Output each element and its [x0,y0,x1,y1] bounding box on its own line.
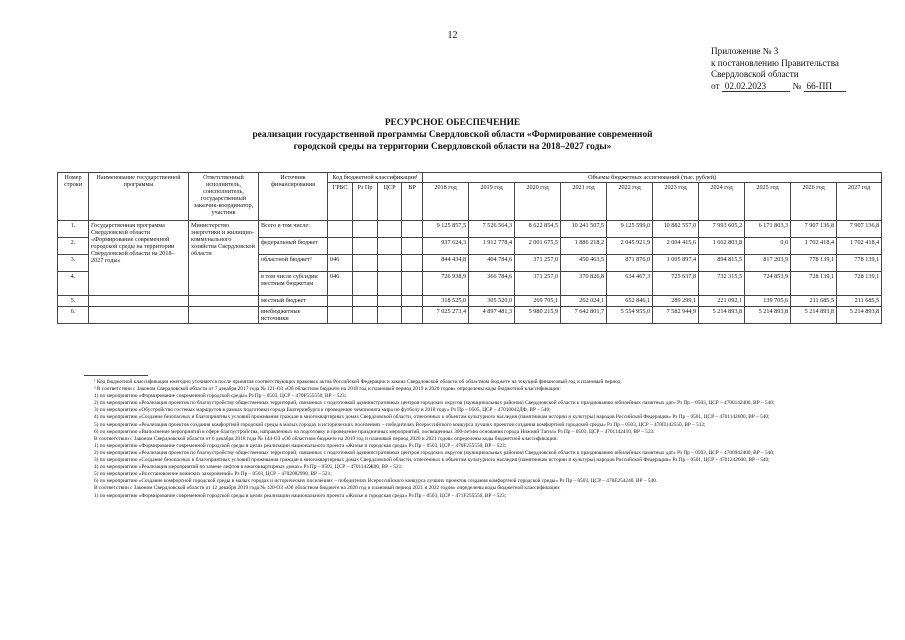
value-cell: 289 299,1 [653,296,699,307]
footnote: ² В соответствии с Законом Свердловской области от 7 декабря 2017 года № 121-ОЗ «Об областном бюджете на 2018 год и плановый период 2019 и 2020 годов» определены коды бюджетной классификации: [94,386,561,393]
value-cell: 6 171 803,3 [745,221,791,238]
value-cell: 1 005 897,4 [653,255,699,272]
header-year: 2023 год [653,183,699,221]
number-prefix: № [792,80,802,91]
row-number: 1. [58,221,89,238]
grbs-cell: 046 [328,255,353,272]
header-year: 2025 год [745,183,791,221]
value-cell: 404 784,6 [469,255,515,272]
appendix-line2: к постановлению Правительства [711,57,839,68]
empty-cell [189,307,259,324]
value-cell: 5 980 215,9 [515,307,561,324]
value-cell: 450 463,5 [561,255,607,272]
grbs-cell [328,307,353,324]
empty-cell [89,296,189,307]
value-cell: 7 582 944,9 [653,307,699,324]
value-cell: 10 882 557,0 [653,221,699,238]
header-source: Источник финансирования [259,173,328,221]
footnote: 5) по мероприятию «Восстановление воинских захоронений» Рз Пр – 0503, ЦСР – 4702082990, ВР – 521; [94,471,332,478]
value-cell: 652 846,1 [607,296,653,307]
footnote: В соответствии с Законом Свердловской области от 6 декабря 2018 года № 144-ОЗ «Об областном бюджете на 2019 год и плановый период 2020 и 2021 годов» определены коды бюджетной классификации: [94,435,558,442]
header-executor: Ответственный исполнитель, соисполнитель, государственный заказчик-координатор, участник [189,173,259,221]
value-cell: 221 092,1 [699,296,745,307]
grbs-cell [328,296,353,307]
rzpr-cell [353,238,378,255]
rzpr-cell [353,255,378,272]
footnotes [84,379,880,500]
resource-table [57,172,882,324]
page-number: 12 [447,30,458,41]
table-row [58,307,882,324]
footnote: 5) по мероприятию «Реализация проектов создания комфортной городской среды в малых городах и исторических поселениях – победителях Всероссийского конкурса лучших проектов создания комфортной городской среды» Рз Пр – 0503, ЦСР – 470П142550, ВР – 512; [94,421,706,428]
csr-cell [378,272,402,296]
header-year: 2022 год [607,183,653,221]
value-cell: 9 125 857,5 [423,221,469,238]
header-row-1 [58,173,882,183]
row-number: 3. [58,255,89,272]
value-cell: 8 622 854,5 [515,221,561,238]
value-cell: 1 912 778,4 [469,238,515,255]
header-year: 2019 год [469,183,515,221]
value-cell: 371 257,0 [515,272,561,296]
header-year: 2024 год [699,183,745,221]
footnote-separator [84,375,148,376]
title-line2: реализации государственной программы Свердловской области «Формирование современной [252,130,653,140]
appendix-line3: Свердловской области [711,69,799,79]
value-cell: 7 907 136,8 [791,221,837,238]
header-code-grbs: ГРБС [328,183,353,221]
program-name-cell: Государственная программа Свердловской области «Формирование современной городской среды на территории Свердловской области на 2018–2027 годы» [89,221,189,296]
rzpr-cell [353,307,378,324]
appendix-date: 02.02.2023 [722,81,790,92]
vr-cell [402,221,423,238]
value-cell: 4 897 481,3 [469,307,515,324]
value-cell: 5 554 955,0 [607,307,653,324]
value-cell: 2 045 921,9 [607,238,653,255]
csr-cell [378,221,402,238]
table-row [58,296,882,307]
footnote: 6) по мероприятию «Создание комфортной городской среды в малых городах и исторических поселениях – победителях Всероссийского конкурса лучших проектов создания комфортной городской среды» Рз Пр – 0503, ЦСР – 470Е254240, ВР – 540. [94,478,658,485]
value-cell: 1 662 803,8 [699,238,745,255]
row-number: 5. [58,296,89,307]
value-cell: 269 705,1 [515,296,561,307]
footnote: 1) по мероприятию «Формирование современной городской среды» Рз Пр – 0503, ЦСР – 470F555550, ВР – 523; [94,393,347,400]
header-volume-group: Объемы бюджетных ассигнований (тыс. рублей) [423,173,882,183]
value-cell: 9 125 599,0 [607,221,653,238]
header-program: Наименование государственной программы [89,173,189,221]
appendix-dateline [711,81,846,93]
value-cell: 1 886 218,2 [561,238,607,255]
source-cell: в том числе субсидии местным бюджетам [259,272,328,296]
value-cell: 937 624,3 [423,238,469,255]
source-cell: внебюджетные источники [259,307,328,324]
value-cell: 871 876,0 [607,255,653,272]
header-code-csr: ЦСР [378,183,402,221]
title-line3: городской среды на территории Свердловской области на 2018–2027 годы» [293,142,612,152]
title-line1: РЕСУРСНОЕ ОБЕСПЕЧЕНИЕ [384,118,521,128]
value-cell: 0,0 [745,238,791,255]
value-cell: 7 642 801,7 [561,307,607,324]
value-cell: 817 203,9 [745,255,791,272]
header-year: 2020 год [515,183,561,221]
value-cell: 728 139,1 [837,272,882,296]
rzpr-cell [353,272,378,296]
vr-cell [402,255,423,272]
header-code-group: Код бюджетной классификации¹ [328,173,423,183]
grbs-cell: 046 [328,272,353,296]
source-cell: местный бюджет [259,296,328,307]
document-title [0,117,905,153]
value-cell: 778 139,1 [837,255,882,272]
value-cell: 728 139,1 [791,272,837,296]
value-cell: 778 139,1 [791,255,837,272]
source-cell: Всего в том числе: [259,221,328,238]
footnote: 1) по мероприятию «Формирование современной городской среды в целях реализации национального проекта «Жилье и городская среда» Рз Пр – 0503, ЦСР – 470F255550, ВР – 523; [94,442,507,449]
empty-cell [189,296,259,307]
value-cell: 7 993 605,2 [699,221,745,238]
header-code-rzpr: Рз Пр [353,183,378,221]
vr-cell [402,296,423,307]
row-number: 6. [58,307,89,324]
value-cell: 7 907 136,8 [837,221,882,238]
row-number: 2. [58,238,89,255]
header-row-no: Номер строки [58,173,89,221]
value-cell: 305 520,0 [469,296,515,307]
footnote: ¹ Код бюджетной классификации ежегодно уточняется после принятия соответствующих правовых актов Российской Федерации и закона Свердловской области об областном бюджете на текущий финансовый год и плановый период. [94,379,622,385]
header-year: 2027 год [837,183,882,221]
footnote: 2) по мероприятию «Реализация проектов по благоустройству общественных территорий, связанных с подготовкой административных центров городских округов (муниципальных районов) Свердловской области к празднованию юбилейных памятных дат» Рз Пр – 0503, ЦСР – 4700942400, ВР – 540; [94,449,775,456]
vr-cell [402,272,423,296]
value-cell: 211 685,5 [837,296,882,307]
value-cell: 366 784,6 [469,272,515,296]
source-cell: федеральный бюджет [259,238,328,255]
header-code-vr: ВР [402,183,423,221]
header-year: 2018 год [423,183,469,221]
footnote: 2) по мероприятию «Реализация проектов по благоустройству общественных территорий, связанных с подготовкой административных центров городских округов (муниципальных районов) Свердловской области к празднованию юбилейных памятных дат» Рз Пр – 0503, ЦСР – 4700142400, ВР – 540; [94,400,775,407]
value-cell: 5 214 893,8 [837,307,882,324]
rzpr-cell [353,221,378,238]
value-cell: 1 702 418,4 [791,238,837,255]
value-cell: 211 685,5 [791,296,837,307]
csr-cell [378,255,402,272]
empty-cell [89,307,189,324]
vr-cell [402,307,423,324]
value-cell: 5 214 893,8 [745,307,791,324]
row-number: 4. [58,272,89,296]
footnote: В соответствии с Законом Свердловской области от 12 декабря 2019 года № 120-ОЗ «Об областном бюджете на 2020 год и плановый период 2021 и 2022 годов» определены коды бюджетной классификации: [94,485,561,492]
vr-cell [402,238,423,255]
value-cell: 894 815,5 [699,255,745,272]
footnote: 4) по мероприятию «Создание безопасных и благоприятных условий проживания граждан в многоквартирных домах Свердловской области, отнесенных к объектам культурного наследия (памятникам истории и культуры) народов Российской Федерации» Рз Пр – 0501, ЦСР – 4701142600, ВР – 540; [94,414,770,421]
appendix-block [711,46,846,92]
grbs-cell [328,238,353,255]
value-cell: 139 705,6 [745,296,791,307]
value-cell: 726 938,9 [423,272,469,296]
appendix-line1: Приложение № 3 [711,46,779,56]
date-prefix: от [711,80,720,91]
value-cell: 370 826,8 [561,272,607,296]
header-year: 2021 год [561,183,607,221]
value-cell: 5 214 893,8 [791,307,837,324]
value-cell: 725 637,8 [653,272,699,296]
value-cell: 2 001 675,5 [515,238,561,255]
value-cell: 262 024,1 [561,296,607,307]
value-cell: 5 214 893,8 [699,307,745,324]
footnote: 6) по мероприятию «Выполнение мероприятий в сфере благоустройства, направленных на подготовку и проведение праздничных мероприятий, посвященных 300-летию основания города Нижний Тагил» Рз Пр – 0503, ЦСР – 4701142410, ВР – 523. [94,428,655,435]
value-cell: 844 434,8 [423,255,469,272]
header-year: 2026 год [791,183,837,221]
value-cell: 318 525,0 [423,296,469,307]
rzpr-cell [353,296,378,307]
footnote: 3) по мероприятию «Создание безопасных и благоприятных условий проживания граждан в многоквартирных домах Свердловской области, отнесенных к объектам культурного наследия (памятникам истории и культуры) народов Российской Федерации» Рз Пр – 0501, ЦСР – 4701242600, ВР – 540; [94,457,770,464]
value-cell: 371 257,0 [515,255,561,272]
value-cell: 732 315,5 [699,272,745,296]
csr-cell [378,238,402,255]
footnote: 1) по мероприятию «Формирование современной городской среды в целях реализации национального проекта «Жилье и городская среда» Рз Пр – 0503, ЦСР – 471F255550, ВР – 523; [94,492,507,499]
table-row [58,221,882,238]
value-cell: 2 004 415,6 [653,238,699,255]
grbs-cell [328,221,353,238]
executor-cell: Министерство энергетики и жилищно-коммунального хозяйства Свердловской области [189,221,259,296]
value-cell: 634 467,3 [607,272,653,296]
value-cell: 1 702 418,4 [837,238,882,255]
appendix-number: 66-ПП [804,81,847,92]
source-cell: областной бюджет² [259,255,328,272]
value-cell: 724 853,9 [745,272,791,296]
value-cell: 7 025 273,4 [423,307,469,324]
footnote: 3) по мероприятию «Обустройство гостевых маршрутов в рамках подготовки города Екатеринбурга к проведению чемпионата мира по футболу в 2018 году» Рз Пр – 0505, ЦСР – 47010042ДФ, ВР – 540; [94,407,551,414]
value-cell: 10 241 507,5 [561,221,607,238]
csr-cell [378,296,402,307]
value-cell: 7 526 564,3 [469,221,515,238]
footnote: 4) по мероприятию «Реализация мероприятий по замене лифтов в многоквартирных домах» Рз Пр – 0501, ЦСР – 4701142Ж00, ВР – 521; [94,464,403,471]
csr-cell [378,307,402,324]
